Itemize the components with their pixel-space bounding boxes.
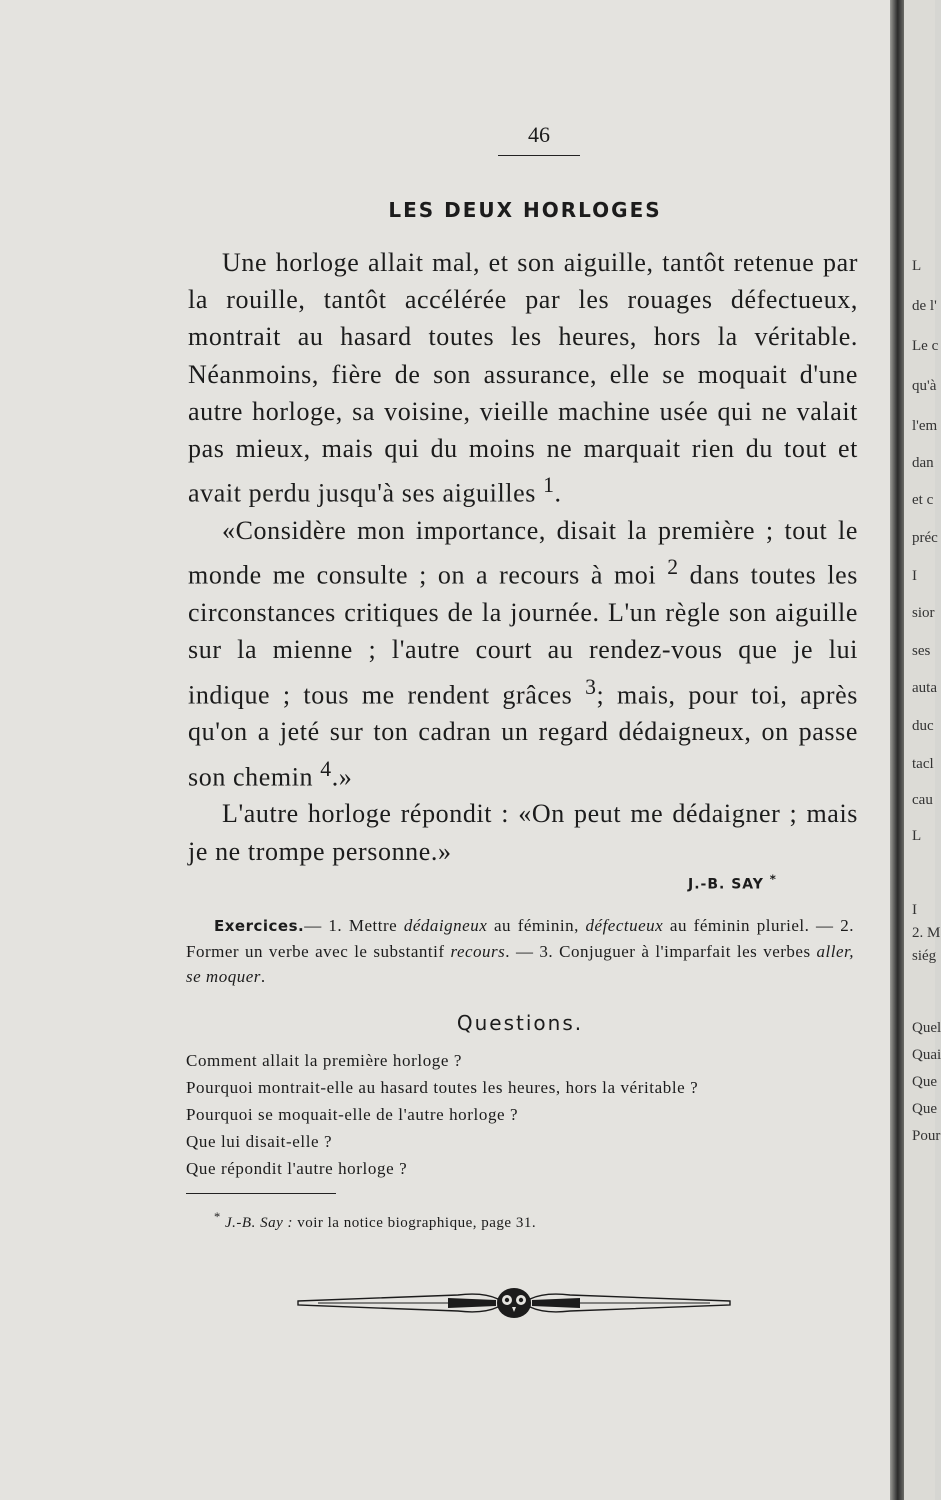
footnote-marker: * <box>214 1210 221 1224</box>
author-mark: * <box>769 872 777 886</box>
facing-page-fragment: I <box>912 568 917 584</box>
fable-text <box>188 244 858 870</box>
facing-page-fragment: 2. M <box>912 925 941 941</box>
exercises-text-5: . <box>260 967 266 986</box>
facing-page-fragment: et c <box>912 492 934 508</box>
question-item: Comment allait la première horloge ? <box>186 1051 463 1070</box>
facing-page-fragment: L <box>912 828 922 844</box>
paragraph-2b-text: dans toutes les circonstances critiques de la journée. L'un règle son aiguille sur la mienne ; l'autre court au rendez-vous que je lui indique ; tous me rendent grâces <box>188 560 858 710</box>
facing-page-fragment: cau <box>912 792 933 808</box>
facing-page-fragment: Quel <box>912 1020 941 1036</box>
paragraph-3: L'autre horloge répondit : «On peut me dédaigner ; mais je ne trompe personne.» <box>188 799 858 866</box>
facing-page-fragment: sior <box>912 605 935 621</box>
facing-page-fragment: Que <box>912 1101 937 1117</box>
paragraph-2: «Considère mon importance, disait la première ; tout le monde me consulte ; on a recours à moi $^2$ dans toutes les circonstances critiques de la journée. L'un règle son aiguille sur la mienne ; l'autre court au rendez-vous que je lui indique ; tous me rendent grâces $^3$; mais, pour toi, après qu'on a jeté sur ton cadran un regard dédaigneux, on passe son chemin $^4$.» <box>188 516 859 792</box>
facing-page-edge <box>904 0 941 1500</box>
exercises-word-2: défectueux <box>585 916 664 935</box>
facing-page-fragment: duc <box>912 718 934 734</box>
paragraph-1: Une horloge allait mal, et son aiguille, tantôt retenue par la rouille, tantôt accélérée par les rouages défectueux, montrait au hasard toutes les heures, hors la véritable. Néanmoins, fière de son assurance, elle se moquait d'une autre horloge, sa voisine, vieille machine usée qui ne valait pas mieux, mais qui du moins ne marquait rien du tout et avait perdu jusqu'à ses aiguilles $^1$. <box>188 248 858 508</box>
exercises-text-1: — 1. Mettre <box>304 916 398 935</box>
facing-page-fragment: I <box>912 902 917 918</box>
exercises-text-3: au féminin pluriel. — 2. Former un verbe avec le substantif <box>186 916 855 961</box>
questions-title: Questions. <box>456 1011 584 1035</box>
facing-page-fragment: qu'à <box>912 378 937 394</box>
facing-page-fragment: de l' <box>912 298 937 314</box>
exercises-word-1: dédaigneux <box>403 916 488 935</box>
author-name: J.-B. SAY <box>688 876 764 893</box>
footnote-rule <box>186 1193 336 1194</box>
facing-page-fragment: Pour <box>912 1128 941 1144</box>
exercises-heading: Exercices. <box>214 917 305 935</box>
exercises-text-4: . — 3. Conjuguer à l'imparfait les verbes <box>505 942 811 961</box>
footnote-ref-2: 2 <box>667 555 679 580</box>
facing-page-fragment: auta <box>912 680 937 696</box>
author-signature <box>688 872 777 893</box>
facing-page-fragment: siég <box>912 948 937 964</box>
facing-page-fragment: Le c <box>912 338 939 354</box>
book-spine <box>890 0 904 1500</box>
facing-page-fragment: tacl <box>912 756 934 772</box>
facing-page-fragment: l'em <box>912 418 938 434</box>
facing-page-fragment: Quai <box>912 1047 941 1063</box>
question-item: Que lui disait-elle ? <box>186 1132 333 1151</box>
question-item: Pourquoi montrait-elle au hasard toutes les heures, hors la véritable ? <box>186 1078 699 1097</box>
facing-page-fragment: ses <box>912 643 931 659</box>
paragraph-2a-text: «Considère mon importance, disait la première ; tout le monde me consulte ; on a recours à moi <box>188 516 858 590</box>
page-number: 46 <box>528 122 550 147</box>
facing-page-fragment: dan <box>912 455 934 471</box>
exercises-word-3: recours <box>450 942 506 961</box>
paragraph-2c-text: ; mais, pour toi, après qu'on a jeté sur ton cadran un regard dédaigneux, on passe son chemin <box>188 680 859 792</box>
question-item: Que répondit l'autre horloge ? <box>186 1159 408 1178</box>
exercises-block <box>186 913 854 989</box>
footnote-name: J.-B. Say : <box>225 1215 293 1231</box>
questions-list <box>186 1047 866 1182</box>
question-item: Pourquoi se moquait-elle de l'autre horloge ? <box>186 1105 519 1124</box>
paragraph-1-text: Une horloge allait mal, et son aiguille, tantôt retenue par la rouille, tantôt accélérée par les rouages défectueux, montrait au hasard toutes les heures, hors la véritable. Néanmoins, fière de son assurance, elle se moquait d'une autre horloge, sa voisine, vieille machine usée qui ne valait pas mieux, mais qui du moins ne marquait rien du tout et avait perdu jusqu'à ses aiguilles <box>188 248 858 508</box>
footnote-ref-4: 4 <box>320 756 332 781</box>
footnote-text: voir la notice biographique, page 31. <box>297 1215 537 1231</box>
footnote-ref-3: 3 <box>585 674 597 699</box>
footnote <box>214 1210 536 1232</box>
facing-page-fragment: L <box>912 258 922 274</box>
page-number-rule <box>498 155 580 156</box>
exercises-text-2: au féminin, <box>493 916 579 935</box>
footnote-ref-1: 1 <box>543 473 555 498</box>
exercises-word-4: aller, se moquer <box>186 942 855 986</box>
owl-fleuron-ornament <box>298 1285 730 1321</box>
facing-page-fragment: préc <box>912 530 938 546</box>
page-title: LES DEUX HORLOGES <box>388 198 662 222</box>
facing-page-fragment: Que <box>912 1074 937 1090</box>
